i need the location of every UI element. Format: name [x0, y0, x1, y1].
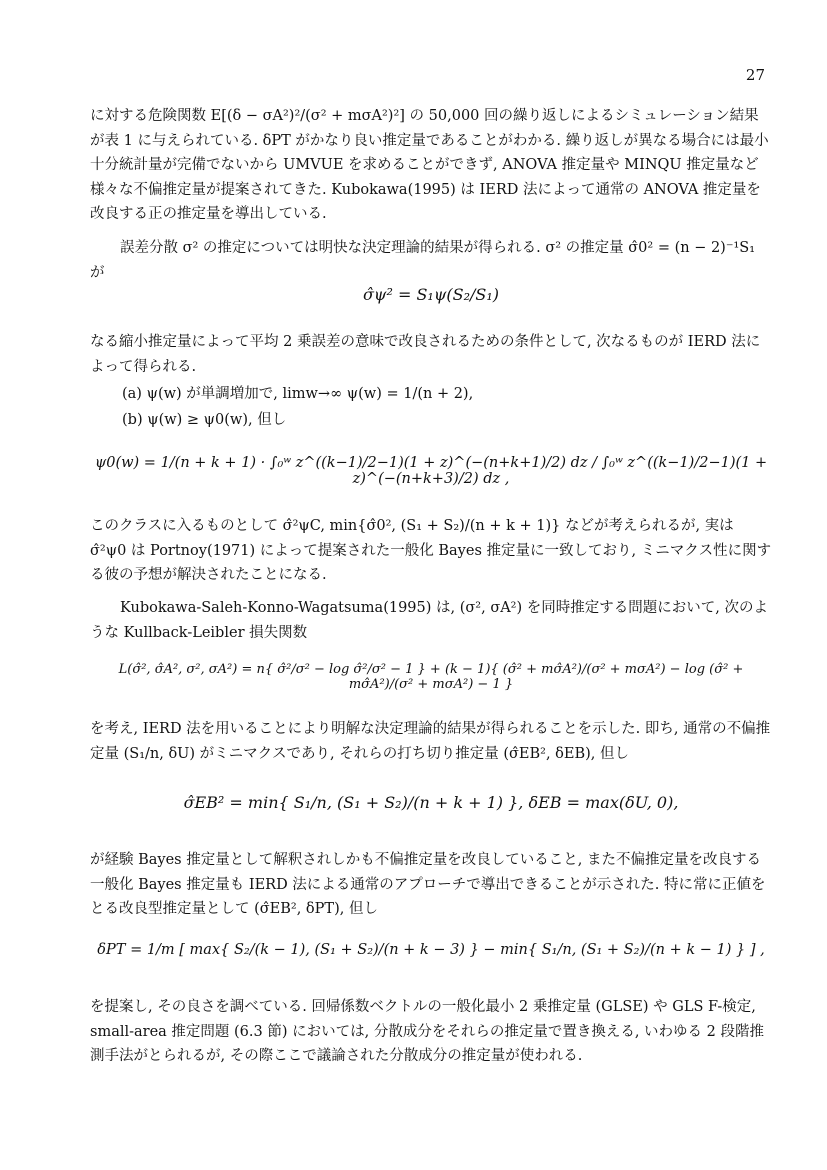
equation-psi0: ψ0(w) = 1/(n + k + 1) · ∫₀ʷ z^((k−1)/2−1)(1 + z)^(−(n+k+1)/2) dz / ∫₀ʷ z^((k−1)/2−1)(1 + z)^(−(n+k+3)/2) dz , [94, 455, 768, 487]
paragraph-2: 誤差分散 σ² の推定については明快な決定理論的結果が得られる. σ² の推定量 σ̂0² = (n − 2)⁻¹S₁ が [90, 240, 756, 281]
paragraph-4: このクラスに入るものとして σ̂²ψC, min{σ̂0², (S₁ + S₂)/(n + k + 1)} などが考えられるが, 実は σ̂²ψ0 は Portnoy(1971) によって提案された一般化 Bayes 推定量に一致しており, ミニマクス性に関する彼の予想が解決されたことになる. [90, 518, 772, 583]
equation-delta-pt: δPT = 1/m [ max{ S₂/(k − 1), (S₁ + S₂)/(n + k − 3) } − min{ S₁/n, (S₁ + S₂)/(n + k − 1) } ] , [97, 942, 765, 958]
page-number: 27 [745, 66, 765, 84]
paragraph-6: を考え, IERD 法を用いることにより明解な決定理論的結果が得られることを示した. 即ち, 通常の不偏推定量 (S₁/n, δU) がミニマクスであり, それらの打ち切り推定量 (σ̂EB², δEB), 但し [90, 721, 771, 762]
equation-kullback-leibler-loss: L(σ̂², σ̂A², σ², σA²) = n{ σ̂²/σ² − log σ̂²/σ² − 1 } + (k − 1){ (σ̂² + mσ̂A²)/(σ² + mσA²) − log (σ̂² + mσ̂A²)/(σ² + mσA²) − 1 } [118, 662, 744, 692]
paragraph-8: を提案し, その良さを調べている. 回帰係数ベクトルの一般化最小 2 乗推定量 (GLSE) や GLS F-検定, small-area 推定問題 (6.3 節) においては, 分散成分をそれらの推定量で置き換える, いわゆる 2 段階推測手法がとられるが, その際ここで議論された分散成分の推定量が使われる. [90, 999, 764, 1064]
paragraph-7: が経験 Bayes 推定量として解釈されしかも不偏推定量を改良していること, また不偏推定量を改良する一般化 Bayes 推定量も IERD 法による通常のアプローチで導出できることが示された. 特に常に正値をとる改良型推定量として (σ̂EB², δPT), 但し [90, 852, 766, 917]
equation-shrinkage-estimator: σ̂ψ² = S₁ψ(S₂/S₁) [362, 285, 499, 304]
paragraph-1: に対する危険関数 E[(δ − σA²)²/(σ² + mσA²)²] の 50,000 回の繰り返しによるシミュレーション結果が表 1 に与えられている. δPT がかなり良い推定量であることがわかる. 繰り返しが異なる場合には最小十分統計量が完備でないから UMVUE を求めることができず, ANOVA 推定量や MINQU 推定量など様々な不偏推定量が提案されてきた. Kubokawa(1995) は IERD 法によって通常の ANOVA 推定量を改良する正の推定量を導出している. [90, 108, 769, 222]
equation-eb-estimators: σ̂EB² = min{ S₁/n, (S₁ + S₂)/(n + k + 1) }, δEB = max(δU, 0), [183, 793, 679, 812]
paragraph-3: なる縮小推定量によって平均 2 乗誤差の意味で改良されるための条件として, 次なるものが IERD 法によって得られる. [90, 334, 761, 375]
paragraph-5: Kubokawa-Saleh-Konno-Wagatsuma(1995) は, (σ², σA²) を同時推定する問題において, 次のような Kullback-Leibler 損失関数 [90, 600, 768, 641]
condition-a: (a) ψ(w) が単調増加で, limw→∞ ψ(w) = 1/(n + 2), [122, 386, 474, 402]
condition-b: (b) ψ(w) ≥ ψ0(w), 但し [122, 412, 287, 428]
